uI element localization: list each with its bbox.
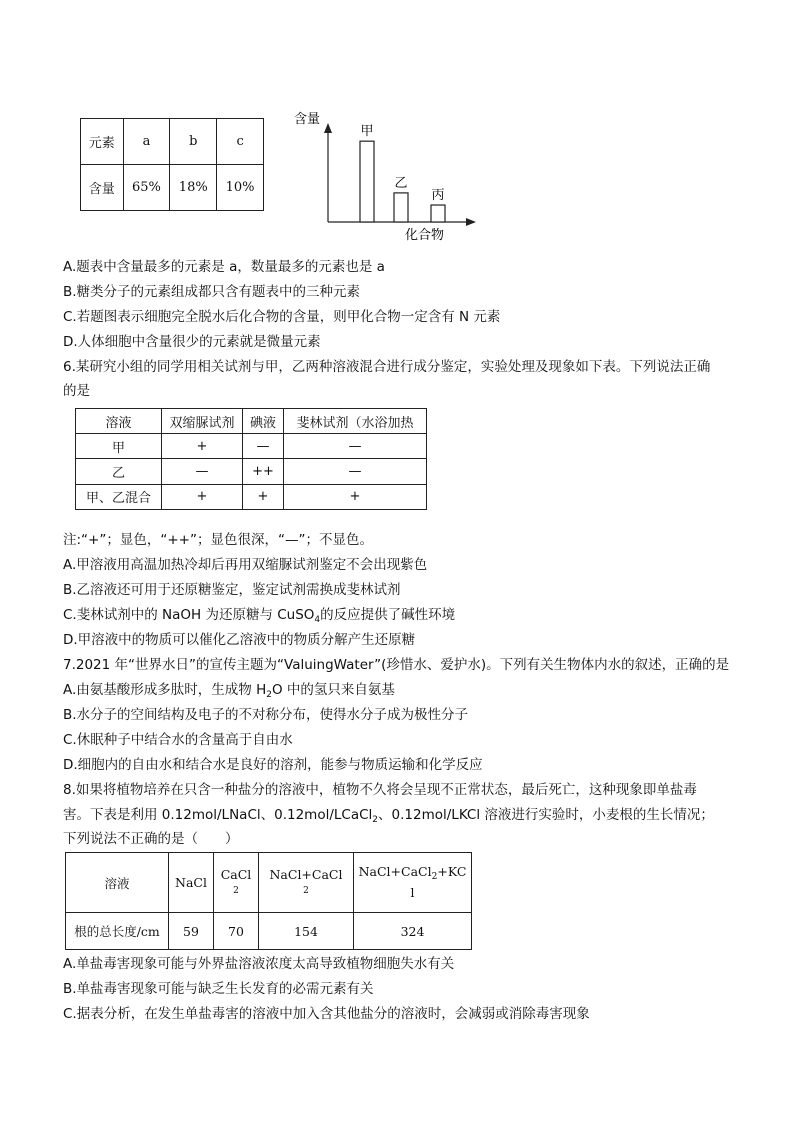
reagent-test-table <box>75 408 427 510</box>
bar-label-2: 乙 <box>394 175 408 191</box>
q7-option-a: A.由氨基酸形成多肽时，生成物 $H_2O$ 中的氢只来自氨基 <box>63 682 395 700</box>
q5-option-c: C.若题图表示细胞完全脱水后化合物的含量，则甲化合物一定含有 N 元素 <box>63 309 501 325</box>
bar-label-3: 丙 <box>431 188 445 204</box>
table-cell: 根的总长度/cm <box>66 913 169 950</box>
q5-option-d: D.人体细胞中含量很少的元素就是微量元素 <box>63 334 321 350</box>
table-cell: + <box>162 484 243 509</box>
table-cell: 含量 <box>81 165 124 211</box>
table-header: 双缩脲试剂 <box>162 409 243 434</box>
q5-option-b: B.糖类分子的元素组成都只含有题表中的三种元素 <box>63 284 361 300</box>
q7-option-d: D.细胞内的自由水和结合水是良好的溶剂，能参与物质运输和化学反应 <box>63 757 483 773</box>
q6-option-b: B.乙溶液还可用于还原糖鉴定，鉴定试剂需换成斐林试剂 <box>63 582 401 598</box>
table-cell: c <box>217 119 264 165</box>
root-length-table <box>65 852 472 950</box>
table-cell: — <box>162 459 243 484</box>
table-row <box>76 434 427 459</box>
table-cell: 10% <box>217 165 264 211</box>
q6-option-c: C.斐林试剂中的 NaOH 为还原糖与 CuSO$_4$的反应提供了碱性环境 <box>63 607 456 625</box>
table-cell: 18% <box>170 165 217 211</box>
q6-option-a: A.甲溶液用高温加热冷却后再用双缩脲试剂鉴定不会出现紫色 <box>63 557 428 573</box>
table-cell: 70 <box>214 913 259 950</box>
table-header: 溶液 <box>76 409 162 434</box>
table-cell: 元素 <box>81 119 124 165</box>
q6-note: 注:“+”；显色，“++”；显色很深，“—”；不显色。 <box>63 532 373 548</box>
table-row <box>76 459 427 484</box>
table-cell: + <box>243 484 284 509</box>
table-cell: 甲、乙混合 <box>76 484 162 509</box>
x-axis-arrow <box>466 218 476 226</box>
table-header: 溶液 <box>66 853 169 913</box>
table-cell: — <box>284 459 427 484</box>
table-header: 斐林试剂（水浴加热 <box>284 409 427 434</box>
q7-option-b: B.水分子的空间结构及电子的不对称分布，使得水分子成为极性分子 <box>63 707 469 723</box>
q8-option-b: B.单盐毒害现象可能与缺乏生长发育的必需元素有关 <box>63 981 374 997</box>
table-row <box>66 913 472 950</box>
table-cell: + <box>284 484 427 509</box>
q8-option-c: C.据表分析，在发生单盐毒害的溶液中加入含其他盐分的溶液时，会减弱或消除毒害现象 <box>63 1006 590 1022</box>
table-cell: b <box>170 119 217 165</box>
q7-option-c: C.休眠种子中结合水的含量高于自由水 <box>63 732 293 748</box>
table-row <box>76 484 427 509</box>
table-cell: 甲 <box>76 434 162 459</box>
q8-stem-cont: 害。下表是利用 0.12mol/LNaCl、0.12mol/LCaCl$_2$、0.12mol/LKCl 溶液进行实验时，小麦根的生长情况； <box>63 807 714 825</box>
table-cell: a <box>123 119 170 165</box>
bar-3 <box>431 205 445 222</box>
bar-1 <box>360 141 374 222</box>
table-header: NaCl <box>169 853 214 913</box>
table-cell: 324 <box>354 913 472 950</box>
x-axis-label: 化合物 <box>405 228 445 243</box>
compound-content-chart <box>290 95 490 245</box>
bar-label-1: 甲 <box>360 124 374 140</box>
table-cell: — <box>243 434 284 459</box>
q6-stem: 6.某研究小组的同学用相关试剂与甲，乙两种溶液混合进行成分鉴定，实验处理及现象如下表。下列说法正确 <box>63 359 711 375</box>
table-cell: — <box>284 434 427 459</box>
q7-stem: 7.2021 年“世界水日”的宣传主题为“ValuingWater”(珍惜水、爱护水)。下列有关生物体内水的叙述，正确的是 <box>63 657 730 673</box>
element-content-table <box>80 118 264 211</box>
q5-option-a: A.题表中含量最多的元素是 a，数量最多的元素也是 a <box>63 259 385 275</box>
table-cell: ++ <box>243 459 284 484</box>
q8-question: 下列说法不正确的是（ ） <box>63 831 239 847</box>
y-axis-label: 含量 <box>294 112 321 127</box>
table-cell: 65% <box>123 165 170 211</box>
q6-stem-cont: 的是 <box>63 383 90 399</box>
table-cell: + <box>162 434 243 459</box>
table-cell: 乙 <box>76 459 162 484</box>
table-cell: 154 <box>259 913 354 950</box>
bar-2 <box>394 193 408 222</box>
q8-option-a: A.单盐毒害现象可能与外界盐溶液浓度太高导致植物细胞失水有关 <box>63 956 455 972</box>
table-header: 碘液 <box>243 409 284 434</box>
table-cell: 59 <box>169 913 214 950</box>
table-header: NaCl+CaCl$_2$+KC l <box>354 853 472 913</box>
q8-stem: 8.如果将植物培养在只含一种盐分的溶液中，植物不久将会呈现不正常状态，最后死亡，这种现象即单盐毒 <box>63 782 697 798</box>
y-axis-arrow <box>324 123 332 133</box>
q6-option-d: D.甲溶液中的物质可以催化乙溶液中的物质分解产生还原糖 <box>63 632 416 648</box>
table-header: NaCl+CaCl 2 <box>259 853 354 913</box>
table-header: CaCl 2 <box>214 853 259 913</box>
